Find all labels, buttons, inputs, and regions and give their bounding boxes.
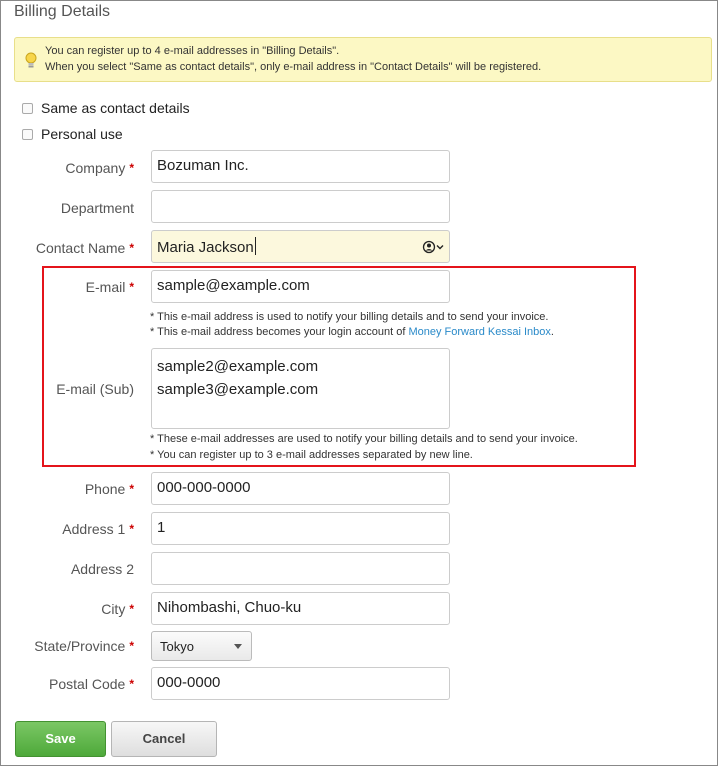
address1-field[interactable]: 1 bbox=[151, 512, 450, 545]
kessai-inbox-link[interactable]: Money Forward Kessai Inbox bbox=[408, 326, 551, 338]
person-circle-icon[interactable] bbox=[422, 240, 444, 254]
phone-label: Phone * bbox=[84, 481, 134, 497]
address2-field[interactable] bbox=[151, 552, 450, 585]
cancel-button[interactable]: Cancel bbox=[111, 721, 217, 757]
email-sub-note-2: * You can register up to 3 e-mail addresses separated by new line. bbox=[150, 449, 473, 461]
required-mark: * bbox=[129, 522, 134, 536]
personal-use-option[interactable] bbox=[22, 125, 123, 143]
email-field[interactable]: sample@example.com bbox=[151, 270, 450, 303]
chevron-down-icon bbox=[234, 644, 242, 649]
state-select[interactable] bbox=[151, 631, 252, 661]
postal-code-field[interactable]: 000-0000 bbox=[151, 667, 450, 700]
address2-label: Address 2 bbox=[70, 561, 134, 577]
required-mark: * bbox=[129, 280, 134, 294]
same-as-contact-option[interactable] bbox=[22, 99, 190, 117]
company-label: Company * bbox=[65, 160, 134, 176]
department-label: Department bbox=[60, 200, 134, 216]
email-sub-textarea[interactable] bbox=[151, 348, 450, 429]
contact-name-field[interactable] bbox=[151, 230, 450, 263]
required-mark: * bbox=[129, 241, 134, 255]
address1-label: Address 1 * bbox=[62, 521, 134, 537]
contact-name-value: Maria Jackson bbox=[157, 239, 254, 256]
personal-use-checkbox[interactable] bbox=[22, 129, 33, 140]
state-label: State/Province * bbox=[34, 638, 134, 654]
email-label: E-mail * bbox=[85, 279, 134, 295]
same-as-contact-label: Same as contact details bbox=[41, 100, 190, 116]
email-sub-line-1: sample2@example.com bbox=[157, 358, 319, 375]
personal-use-label: Personal use bbox=[41, 126, 123, 142]
notice-line-2: When you select "Same as contact details", only e-mail address in "Contact Details" will be registered. bbox=[45, 61, 542, 73]
info-notice bbox=[14, 37, 712, 82]
city-field[interactable]: Nihombashi, Chuo-ku bbox=[151, 592, 450, 625]
department-field[interactable] bbox=[151, 190, 450, 223]
required-mark: * bbox=[129, 677, 134, 691]
required-mark: * bbox=[129, 602, 134, 616]
city-label: City * bbox=[101, 601, 134, 617]
same-as-contact-checkbox[interactable] bbox=[22, 103, 33, 114]
email-sub-line-2: sample3@example.com bbox=[157, 381, 319, 398]
state-select-value: Tokyo bbox=[160, 639, 194, 654]
email-sub-label: E-mail (Sub) bbox=[56, 381, 134, 397]
required-mark: * bbox=[129, 639, 134, 653]
text-caret bbox=[255, 237, 256, 255]
required-mark: * bbox=[129, 161, 134, 175]
email-note-2: * This e-mail address becomes your login account of Money Forward Kessai Inbox. bbox=[150, 326, 554, 338]
postal-code-label: Postal Code * bbox=[49, 676, 134, 692]
email-sub-note-1: * These e-mail addresses are used to notify your billing details and to send your invoice. bbox=[150, 433, 578, 445]
notice-line-1: You can register up to 4 e-mail addresses in "Billing Details". bbox=[45, 45, 340, 57]
save-button[interactable]: Save bbox=[15, 721, 106, 757]
contact-name-label: Contact Name * bbox=[35, 240, 134, 256]
email-note-1: * This e-mail address is used to notify your billing details and to send your invoice. bbox=[150, 311, 549, 323]
phone-field[interactable]: 000-000-0000 bbox=[151, 472, 450, 505]
lightbulb-icon bbox=[24, 52, 38, 70]
company-field[interactable]: Bozuman Inc. bbox=[151, 150, 450, 183]
required-mark: * bbox=[129, 482, 134, 496]
page-title: Billing Details bbox=[14, 3, 111, 20]
